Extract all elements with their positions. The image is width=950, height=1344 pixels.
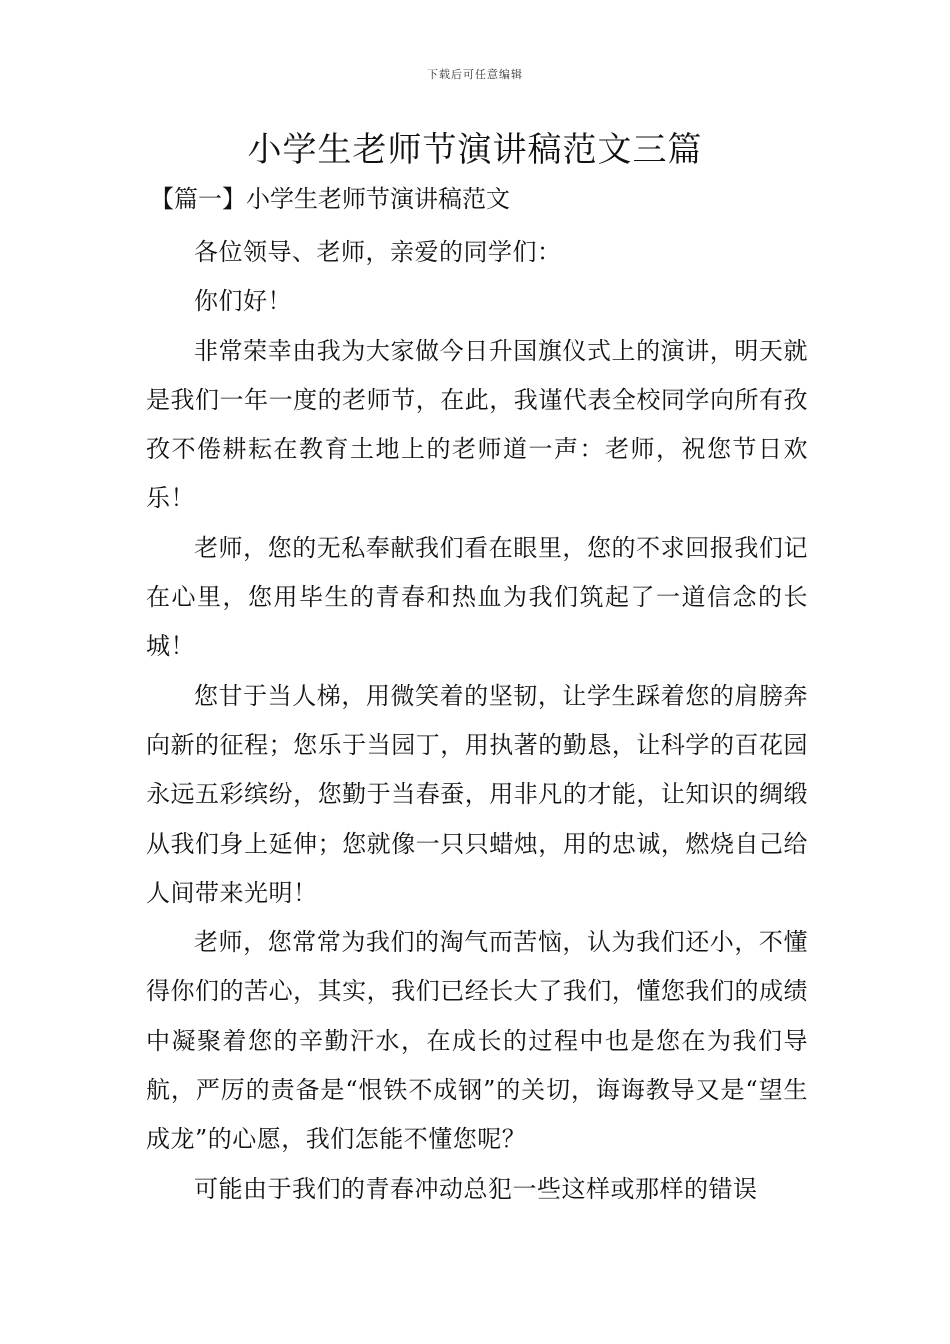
paragraph: 非常荣幸由我为大家做今日升国旗仪式上的演讲，明天就是我们一年一度的老师节，在此，我谨代表全校同学向所有孜孜不倦耕耘在教育土地上的老师道一声：老师，祝您节日欢乐！ [146,336,808,513]
paragraph: 老师，您常常为我们的淘气而苦恼，认为我们还小，不懂得你们的苦心，其实，我们已经长大了我们，懂您我们的成绩中凝聚着您的辛勤汗水，在成长的过程中也是您在为我们导航，严厉的责备是“恨铁不成钢”的关切，诲诲教导又是“望生成龙”的心愿，我们怎能不懂您呢？ [146,928,808,1154]
document-body [146,228,808,1214]
paragraph-greeting: 你们好！ [194,287,292,316]
paragraph: 老师，您的无私奉献我们看在眼里，您的不求回报我们记在心里，您用毕生的青春和热血为我们筑起了一道信念的长城！ [146,533,808,661]
header-note: 下载后可任意编辑 [427,68,523,81]
paragraph: 您甘于当人梯，用微笑着的坚韧，让学生踩着您的肩膀奔向新的征程；您乐于当园丁，用执著的勤恳，让科学的百花园永远五彩缤纷，您勤于当春蚕，用非凡的才能，让知识的绸缎从我们身上延伸；您就像一只只蜡烛，用的忠诚，燃烧自己给人间带来光明！ [146,681,808,907]
paragraph: 可能由于我们的青春冲动总犯一些这样或那样的错误 [194,1174,758,1203]
document-title: 小学生老师节演讲稿范文三篇 [247,130,703,170]
section-heading: 【篇一】小学生老师节演讲稿范文 [150,185,510,213]
paragraph-salutation: 各位领导、老师，亲爱的同学们： [194,238,562,266]
